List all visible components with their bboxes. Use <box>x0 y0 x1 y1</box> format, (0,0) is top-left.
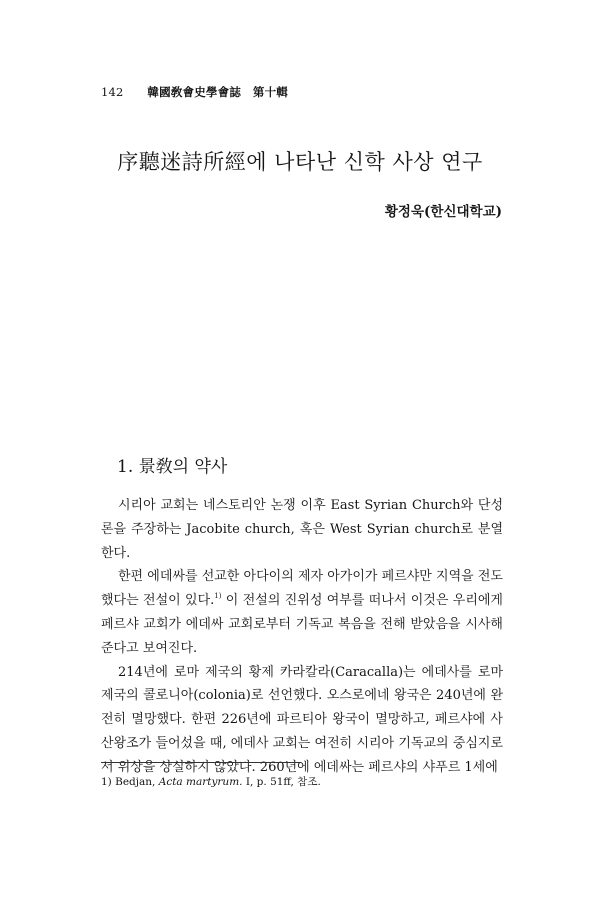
page-number: 142 <box>101 85 124 99</box>
footnote-reference-detail: I, p. 51ff, 참조. <box>245 776 321 788</box>
running-head <box>101 84 288 100</box>
footnote-divider <box>101 762 301 763</box>
paragraph-2-part-a: 한편 에데싸를 선교한 아다이의 제자 아가이가 페르샤만 지역을 전도했다는 전설이 있다. <box>101 569 503 609</box>
paragraph-3: 214년에 로마 제국의 황제 카라칼라(Caracalla)는 에데사를 로마 제국의 콜로니아(colonia)로 선언했다. 오스로에네 왕국은 240년에 완전히 멸망했다. 한편 226년에 파르티아 왕국이 멸망하고, 페르샤에 사산왕조가 들어섰을 때, 에데사 교회는 여전히 시리아 기독교의 중심지로서 위상을 상실하지 않았다. 260년에 에데싸는 페르샤의 샤푸르 1세에 <box>101 664 503 775</box>
section-heading: 1. 景敎의 약사 <box>117 457 228 477</box>
article-title: 序聽迷詩所經에 나타난 신학 사상 연구 <box>117 150 483 174</box>
footnote-marker: 1) <box>101 776 112 788</box>
footnote <box>101 774 321 789</box>
body-text <box>101 494 503 780</box>
footnote-author: Bedjan, <box>115 776 156 788</box>
article-author: 황정욱(한신대학교) <box>384 204 502 220</box>
journal-title: 韓國敎會史學會誌 <box>147 85 242 99</box>
paragraph-1: 시리아 교회는 네스토리안 논쟁 이후 East Syrian Church와 단성론을 주장하는 Jacobite church, 혹은 West Syrian church로 분열한다. <box>101 498 503 561</box>
journal-volume: 第十輯 <box>252 85 288 99</box>
footnote-reference: 1) <box>214 592 222 601</box>
paragraph-2 <box>101 565 503 660</box>
paragraph-2-part-b: 이 전설의 진위성 여부를 떠나서 이것은 우리에게 페르샤 교회가 에데싸 교회로부터 기독교 복음을 전해 받았음을 시사해준다고 보여진다. <box>101 593 503 656</box>
footnote-work: Acta martyrum. <box>158 776 243 788</box>
